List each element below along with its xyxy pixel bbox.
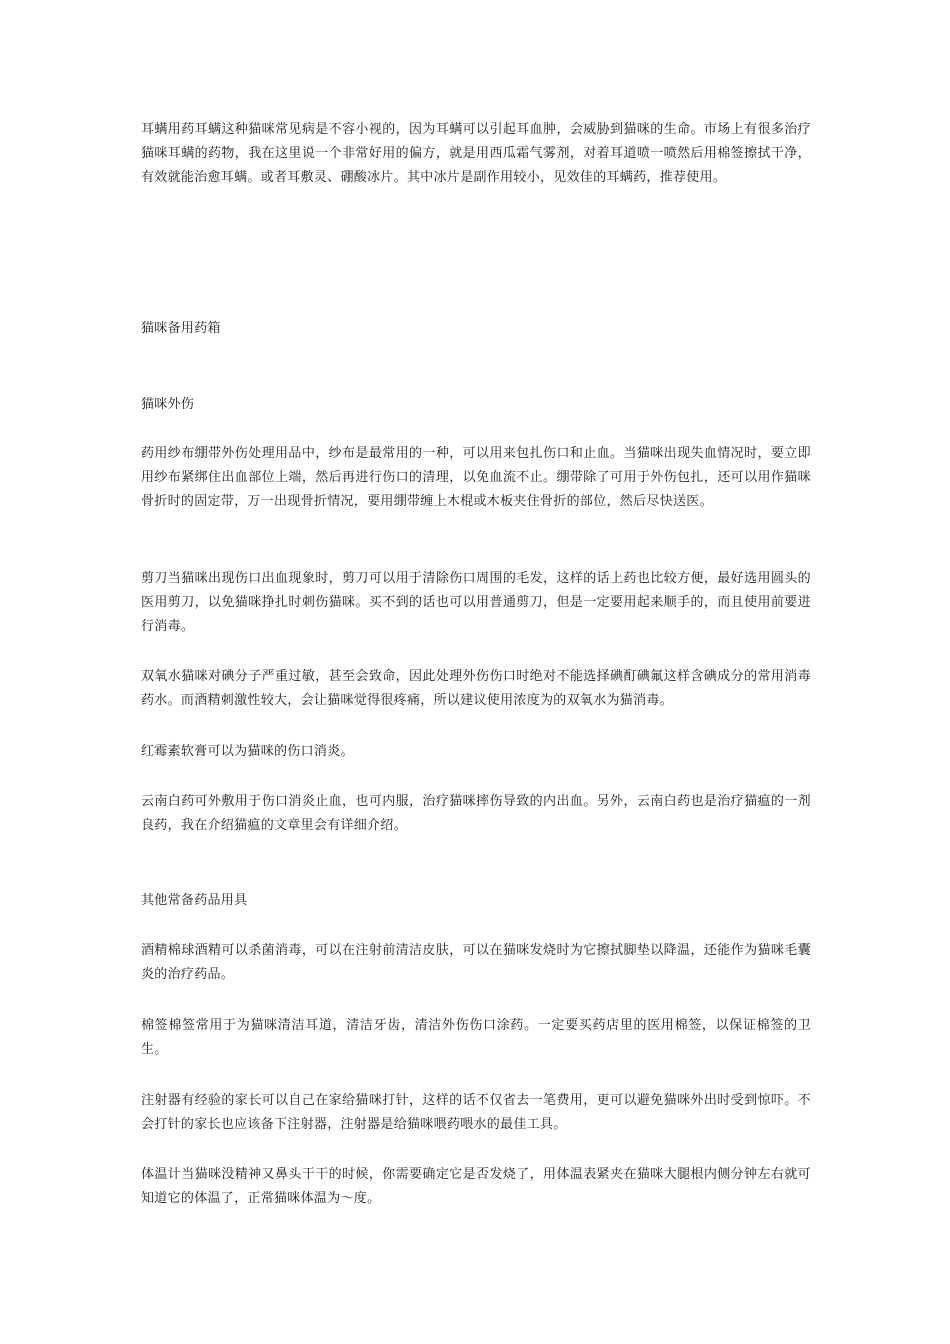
- heading-cat-injury: 猫咪外伤: [141, 397, 195, 412]
- paragraph-erythromycin: 红霉素软膏可以为猫咪的伤口消炎。: [141, 744, 354, 759]
- paragraph-yunnan-baiyao: 云南白药可外敷用于伤口消炎止血，也可内服，治疗猫咪摔伤导致的内出血。另外，云南白药也是治疗猫瘟的一剂良药，我在介绍猫瘟的文章里会有详细介绍。: [141, 794, 811, 833]
- paragraph-scissors: 剪刀当猫咪出现伤口出血现象时，剪刀可以用于清除伤口周围的毛发，这样的话上药也比较方便，最好选用圆头的医用剪刀，以免猫咪挣扎时刺伤猫咪。买不到的话也可以用普通剪刀，但是一定要用起来顺手的，而且使用前要进行消毒。: [141, 571, 811, 634]
- paragraph-hydrogen-peroxide: 双氧水猫咪对碘分子严重过敏，甚至会致命，因此处理外伤伤口时绝对不能选择碘酊碘氟这样含碘成分的常用消毒药水。而酒精刺激性较大，会让猫咪觉得很疼痛，所以建议使用浓度为的双氧水为猫消毒。: [141, 669, 811, 708]
- paragraph-syringe: 注射器有经验的家长可以自己在家给猫咪打针，这样的话不仅省去一笔费用，更可以避免猫咪外出时受到惊吓。不会打针的家长也应该备下注射器，注射器是给猫咪喂药喂水的最佳工具。: [141, 1093, 811, 1132]
- paragraph-thermometer: 体温计当猫咪没精神又鼻头干干的时候，你需要确定它是否发烧了，用体温表紧夹在猫咪大腿根内侧分钟左右就可知道它的体温了，正常猫咪体温为～度。: [141, 1167, 811, 1206]
- heading-other-supplies: 其他常备药品用具: [141, 893, 248, 908]
- paragraph-gauze-bandage: 药用纱布绷带外伤处理用品中，纱布是最常用的一种，可以用来包扎伤口和止血。当猫咪出现失血情况时，要立即用纱布紧绑住出血部位上端，然后再进行伤口的清理，以免血流不止。绷带除了可用于外伤包扎，还可以用作猫咪骨折时的固定带，万一出现骨折情况，要用绷带缠上木棍或木板夹住骨折的部位，然后尽快送医。: [141, 446, 811, 509]
- paragraph-cotton-swabs: 棉签棉签常用于为猫咪清洁耳道，清洁牙齿，清洁外伤伤口涂药。一定要买药店里的医用棉签，以保证棉签的卫生。: [141, 1018, 811, 1057]
- paragraph-ear-mites: 耳螨用药耳螨这种猫咪常见病是不容小视的，因为耳螨可以引起耳血肿，会威胁到猫咪的生命。市场上有很多治疗猫咪耳螨的药物，我在这里说一个非常好用的偏方，就是用西瓜霜气雾剂，对着耳道喷一喷然后用棉签擦拭干净，有效就能治愈耳螨。或者耳敷灵、硼酸冰片。其中冰片是副作用较小，见效佳的耳螨药，推荐使用。: [141, 122, 811, 185]
- heading-medicine-box: 猫咪备用药箱: [141, 321, 221, 336]
- paragraph-alcohol-cotton: 酒精棉球酒精可以杀菌消毒，可以在注射前清洁皮肤，可以在猫咪发烧时为它擦拭脚垫以降温，还能作为猫咪毛囊炎的治疗药品。: [141, 943, 811, 982]
